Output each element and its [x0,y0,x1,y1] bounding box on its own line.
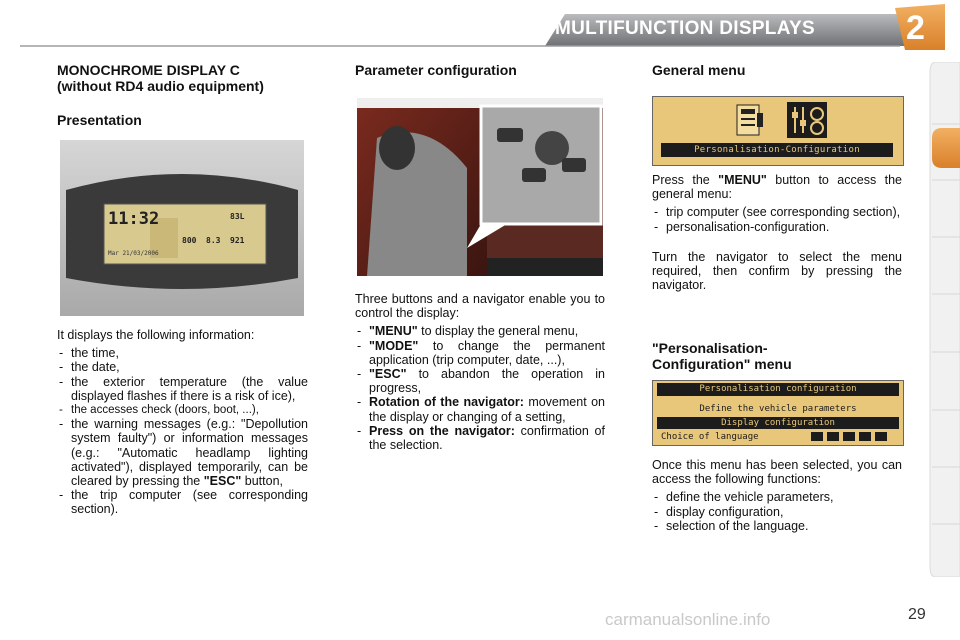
list-item: - "MENU" to display the general menu, [355,324,605,338]
list-item: - "MODE" to change the permanent application (trip computer, date, ...), [355,339,605,367]
list-item: - selection of the language. [652,519,902,533]
list-item: - Press on the navigator: confirmation of the selection. [355,424,605,452]
chapter-tabs [928,62,960,577]
display-photo [60,140,304,316]
list-item: - Rotation of the navigator: movement on the display or changing of a setting, [355,395,605,423]
section-heading-parameter: Parameter configuration [355,62,517,78]
chapter-number: 2 [906,9,925,47]
list-item: - define the vehicle parameters, [652,490,902,504]
list-item: - trip computer (see corresponding section), [652,205,902,219]
list-item: - the time, [57,346,308,360]
list-item: - "ESC" to abandon the operation in progress, [355,367,605,395]
col2-intro: Three buttons and a navigator enable you to control the display: [355,292,605,321]
chapter-title: MULTIFUNCTION DISPLAYS [555,18,815,39]
menu-selected-label: Personalisation-Configuration [661,143,893,157]
personalisation-screen [652,380,904,446]
display-value-1: 800 [182,236,197,245]
col1-intro: It displays the following information: [57,328,255,342]
controls-photo [357,98,603,276]
display-date: Mar 21/03/2006 [108,250,159,257]
list-item: - the warning messages (e.g.: "Depollution system faulty") or information messages (e.g.: "Automatic headlamp lighting activated"), displayed temporarily, can be cleared by pressing the "ESC" button, [57,417,308,488]
display-time: 11:32 [108,209,160,229]
col3-p3: Once this menu has been selected, you can access the following functions: [652,458,902,487]
trip-computer-icon [735,103,765,137]
list-item: - the date, [57,360,308,374]
col3-p1: Press the "MENU" button to access the general menu: [652,173,902,202]
list-item: - personalisation-configuration. [652,220,902,234]
list-item: - the accesses check (doors, boot, ...), [57,403,308,417]
option-choice-language: Choice of language [661,432,759,442]
col3-body-2 [652,458,902,533]
col1-body [57,328,308,517]
display-value-3: 921 [230,236,245,245]
header-bar [0,0,960,52]
option-display-configuration: Display configuration [657,417,899,429]
list-item: - the exterior temperature (the value displayed flashes if there is a risk of ice), [57,375,308,403]
col2-body [355,292,605,452]
screen-title: Personalisation configuration [657,383,899,396]
language-flags-icon [811,432,891,442]
watermark: carmanualsonline.info [605,610,771,629]
subheading-presentation: Presentation [57,112,142,128]
display-value-4: 83L [230,212,245,221]
section-heading-general-menu: General menu [652,62,746,78]
settings-sliders-icon [787,102,827,138]
page-number: 29 [908,606,926,623]
section-heading-personalisation: "Personalisation- Configuration" menu [652,340,792,372]
esc-label: "ESC" [203,474,242,489]
list-item: - the trip computer (see corresponding section). [57,488,308,516]
general-menu-screen [652,96,904,166]
option-define-vehicle: Define the vehicle parameters [699,404,857,414]
col3-p2: Turn the navigator to select the menu required, then confirm by pressing the navigator. [652,249,902,293]
col3-body-1 [652,173,902,292]
section-heading-monochrome: MONOCHROME DISPLAY C (without RD4 audio equipment) [57,62,264,94]
list-item: - display configuration, [652,505,902,519]
display-value-2: 8.3 [206,236,221,245]
